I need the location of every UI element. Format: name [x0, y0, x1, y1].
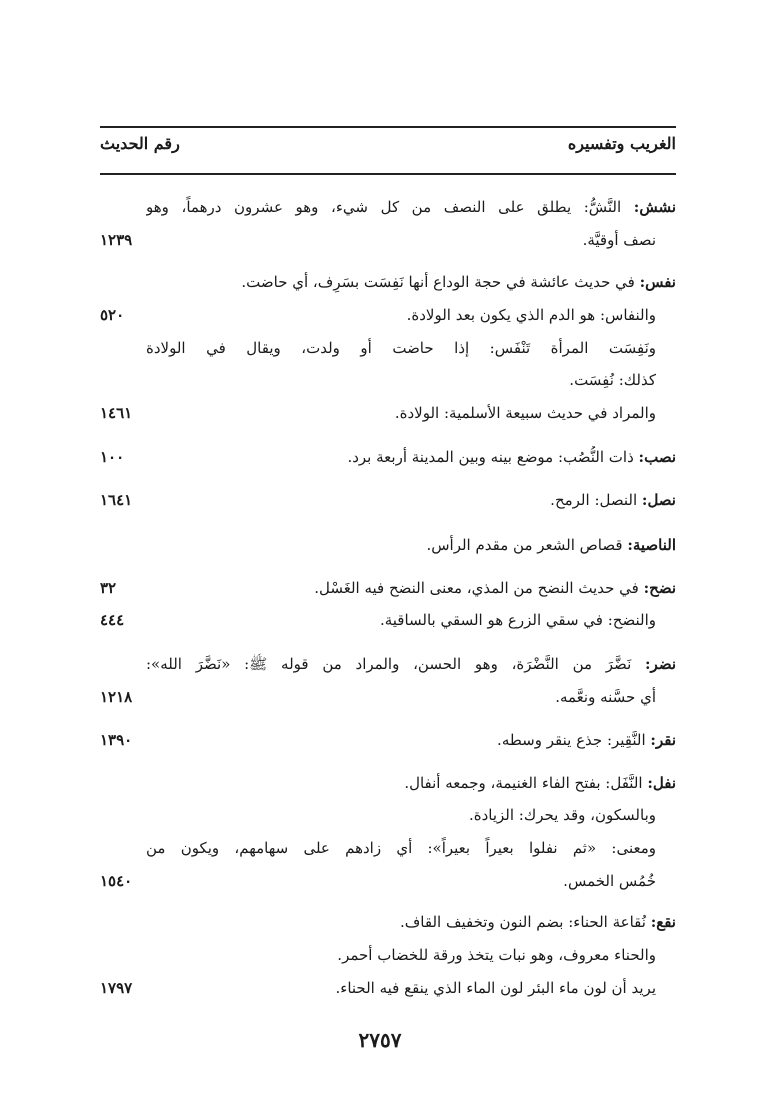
- entry-text: النَّفَل: بفتح الفاء الغنيمة، وجمعه أنفال.: [404, 774, 648, 792]
- entry-text: في حديث عائشة في حجة الوداع أنها نَفِسَت بسَرِف، أي حاضت.: [241, 273, 640, 291]
- entry-line: [146, 944, 656, 966]
- headword: نشش:: [633, 198, 676, 216]
- entry-text: نصف أوقيَّة.: [582, 231, 656, 249]
- headword: نضر:: [645, 655, 676, 673]
- headword: الناصية:: [627, 536, 676, 554]
- hadith-number: ١٥٤٠: [100, 872, 133, 890]
- entry-line: [146, 686, 656, 708]
- hadith-number: ١٢١٨: [100, 688, 133, 706]
- entry-line: [146, 534, 676, 556]
- entry-line: [146, 304, 656, 326]
- top-rule: [100, 126, 676, 128]
- headword: نفل:: [647, 774, 676, 792]
- entry-line: [146, 196, 676, 218]
- entry-line: [146, 229, 656, 251]
- entry-text: نَضَّرَ من النَّضْرَة، وهو الحسن، والمراد من قوله ﷺ: «نَضَّرَ الله»:: [146, 655, 645, 673]
- headword: نضح:: [643, 579, 676, 597]
- entry-text: ونَفِسَت المرأة تَنْفَس: إذا حاضت أو ولدت، ويقال في الولادة: [146, 339, 656, 357]
- entry-line: [146, 402, 656, 424]
- entry-text: ذات النُّصُب: موضع بينه وبين المدينة أربعة برد.: [347, 448, 639, 466]
- headword: نفس:: [639, 273, 676, 291]
- hadith-number: ١٧٩٧: [100, 979, 133, 997]
- hadith-number: ١٤٦١: [100, 404, 133, 422]
- entry-text: نُقاعة الحناء: بضم النون وتخفيف القاف.: [399, 913, 651, 931]
- hadith-number: ١٢٣٩: [100, 231, 133, 249]
- entry-text: والنفاس: هو الدم الذي يكون بعد الولادة.: [406, 306, 656, 324]
- entry-text: والمراد في حديث سبيعة الأسلمية: الولادة.: [394, 404, 656, 422]
- entry-line: [146, 911, 676, 933]
- entry-line: [146, 804, 656, 826]
- entry-line: [146, 337, 656, 359]
- entry-line: [146, 271, 676, 293]
- entry-text: قصاص الشعر من مقدم الرأس.: [426, 536, 628, 554]
- entry-line: [146, 729, 676, 751]
- entry-text: والنضح: في سقي الزرع هو السقي بالساقية.: [379, 611, 656, 629]
- hadith-number: ١٦٤١: [100, 491, 133, 509]
- entry-line: [146, 653, 676, 675]
- page-number: ٢٧٥٧: [358, 1028, 402, 1052]
- entry-line: [146, 609, 656, 631]
- header-hadith-number-label: رقم الحديث: [100, 134, 180, 153]
- headword: نصب:: [638, 448, 676, 466]
- entry-line: [146, 837, 656, 859]
- hadith-number: ٣٢: [100, 579, 117, 597]
- headword: نقع:: [650, 913, 676, 931]
- entry-text: النصل: الرمح.: [550, 491, 642, 509]
- entry-text: في حديث النضح من المذي، معنى النضح فيه الغَسْل.: [314, 579, 644, 597]
- entry-text: والحناء معروف، وهو نبات يتخذ ورقة للخضاب أحمر.: [337, 946, 656, 964]
- hadith-number: ٤٤٤: [100, 611, 125, 629]
- entry-text: وبالسكون، وقد يحرك: الزيادة.: [468, 806, 656, 824]
- header-rule: [100, 173, 676, 175]
- entry-line: [146, 489, 676, 511]
- entry-text: أي حسَّنه ونعَّمه.: [555, 688, 656, 706]
- hadith-number: ١٠٠: [100, 448, 125, 466]
- header-title: الغريب وتفسيره: [567, 134, 676, 153]
- entry-line: [146, 446, 676, 468]
- entry-line: [146, 369, 656, 391]
- entry-line: [146, 772, 676, 794]
- entry-text: النَّقِير: جذع ينقر وسطه.: [497, 731, 651, 749]
- entry-line: [146, 870, 656, 892]
- entry-text: كذلك: نُفِسَت.: [569, 371, 656, 389]
- headword: نصل:: [641, 491, 676, 509]
- entry-text: النَّشُّ: يطلق على النصف من كل شيء، وهو عشرون درهماً، وهو: [146, 198, 634, 216]
- hadith-number: ٥٢٠: [100, 306, 125, 324]
- entry-text: ومعنى: «ثم نفلوا بعيراً بعيراً»: أي زادهم على سهامهم، ويكون من: [146, 839, 656, 857]
- headword: نقر:: [650, 731, 676, 749]
- entry-text: خُمُس الخمس.: [563, 872, 656, 890]
- entry-text: يريد أن لون ماء البئر لون الماء الذي ينقع فيه الحناء.: [335, 979, 656, 997]
- hadith-number: ١٣٩٠: [100, 731, 133, 749]
- entry-line: [146, 977, 656, 999]
- entry-line: [146, 577, 676, 599]
